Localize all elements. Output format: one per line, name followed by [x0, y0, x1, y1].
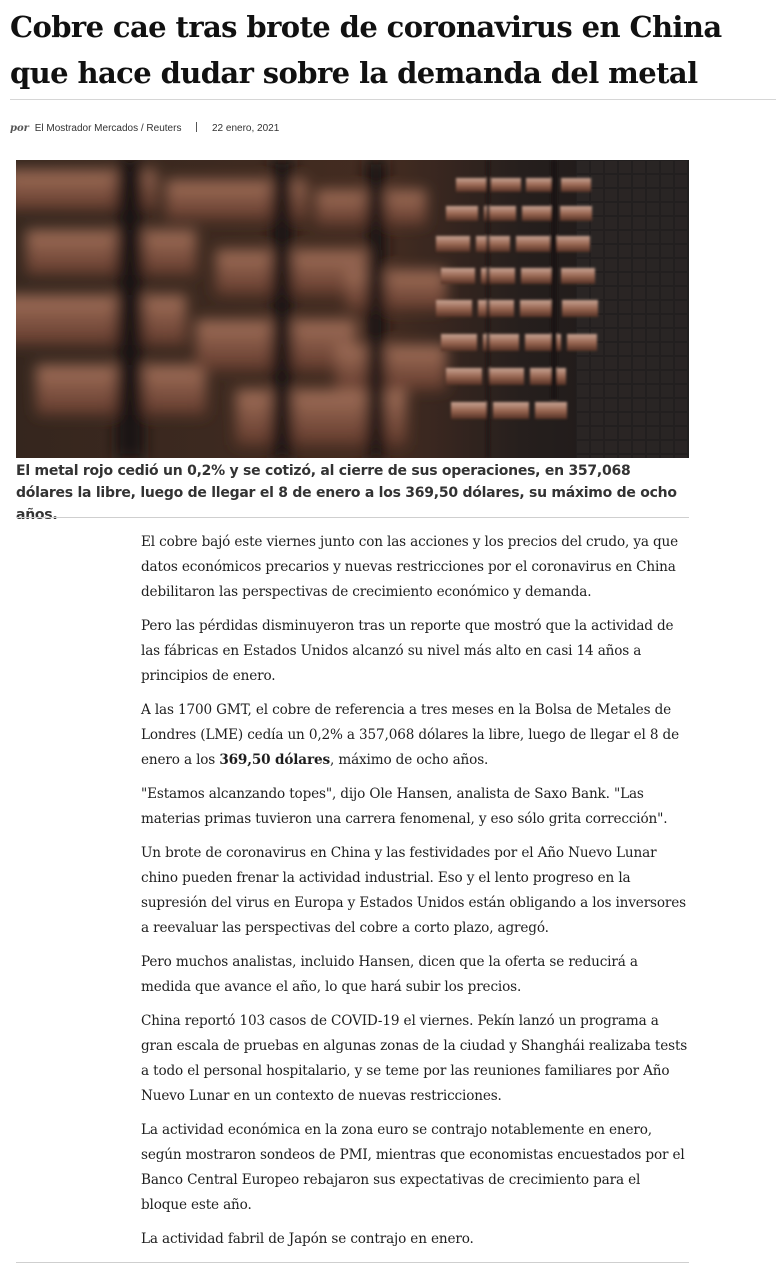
- article-paragraph: La actividad económica en la zona euro se contrajo notablemente en enero, según mostraron sondeos de PMI, mientras que economistas encuestados por el Banco Central Europeo rebajaron sus expectativas de crecimiento para el bloque este año.: [141, 1122, 685, 1213]
- article-paragraph: Pero las pérdidas disminuyeron tras un reporte que mostró que la actividad de las fábricas en Estados Unidos alcanzó su nivel más alto en casi 14 años a principios de enero.: [141, 618, 674, 684]
- article-headline: Cobre cae tras brote de coronavirus en China que hace dudar sobre la demanda del metal: [10, 10, 722, 90]
- paragraph-text: , máximo de ocho años.: [329, 752, 489, 768]
- article-paragraph: [141, 698, 689, 773]
- byline-author[interactable]: El Mostrador Mercados / Reuters: [34, 123, 182, 134]
- article-photo: [16, 160, 689, 458]
- photo-caption: El metal rojo cedió un 0,2% y se cotizó, al cierre de sus operaciones, en 357,068 dólares la libre, luego de llegar el 8 de enero a los 369,50 dólares, su máximo de ocho años.: [16, 463, 677, 523]
- article-paragraph: Un brote de coronavirus en China y las festividades por el Año Nuevo Lunar chino pueden frenar la actividad industrial. Eso y el lento progreso en la supresión del virus en Europa y Estados Unidos están obligando a los inversores a reevaluar las perspectivas del cobre a corto plazo, agregó.: [141, 845, 686, 936]
- article-paragraph: El cobre bajó este viernes junto con las acciones y los precios del crudo, ya que datos económicos precarios y nuevas restricciones por el coronavirus en China debilitaron las perspectivas de crecimiento económico y demanda.: [141, 534, 679, 600]
- article-paragraph: China reportó 103 casos de COVID-19 el viernes. Pekín lanzó un programa a gran escala de pruebas en algunas zonas de la ciudad y Shanghái realizaba tests a todo el personal hospitalario, y se teme por las reuniones familiares por Año Nuevo Lunar en un contexto de nuevas restricciones.: [141, 1013, 688, 1104]
- byline-date: 22 enero, 2021: [212, 123, 280, 134]
- byline-separator: [196, 122, 197, 132]
- copper-ingots-illustration: [16, 160, 689, 458]
- article-paragraph: Pero muchos analistas, incluido Hansen, dicen que la oferta se reducirá a medida que avance el año, lo que hará subir los precios.: [141, 954, 638, 995]
- paragraph-text: A las 1700 GMT, el cobre de referencia a tres meses en la Bolsa de Metales de Londres (LME) cedía un 0,2% a 357,068 dólares la libre, luego de llegar el 8 de enero a los: [141, 702, 679, 768]
- article-body: [141, 530, 689, 1261]
- article-end-divider: [16, 1262, 689, 1263]
- highlight-price: 369,50 dólares: [219, 752, 330, 768]
- byline-prefix: por: [10, 123, 29, 134]
- caption-divider: [16, 517, 689, 518]
- byline: [10, 122, 279, 134]
- article-paragraph: La actividad fabril de Japón se contrajo en enero.: [141, 1231, 474, 1247]
- headline-divider: [10, 99, 776, 100]
- article-paragraph: "Estamos alcanzando topes", dijo Ole Hansen, analista de Saxo Bank. "Las materias primas tuvieron una carrera fenomenal, y eso sólo grita corrección".: [141, 786, 668, 827]
